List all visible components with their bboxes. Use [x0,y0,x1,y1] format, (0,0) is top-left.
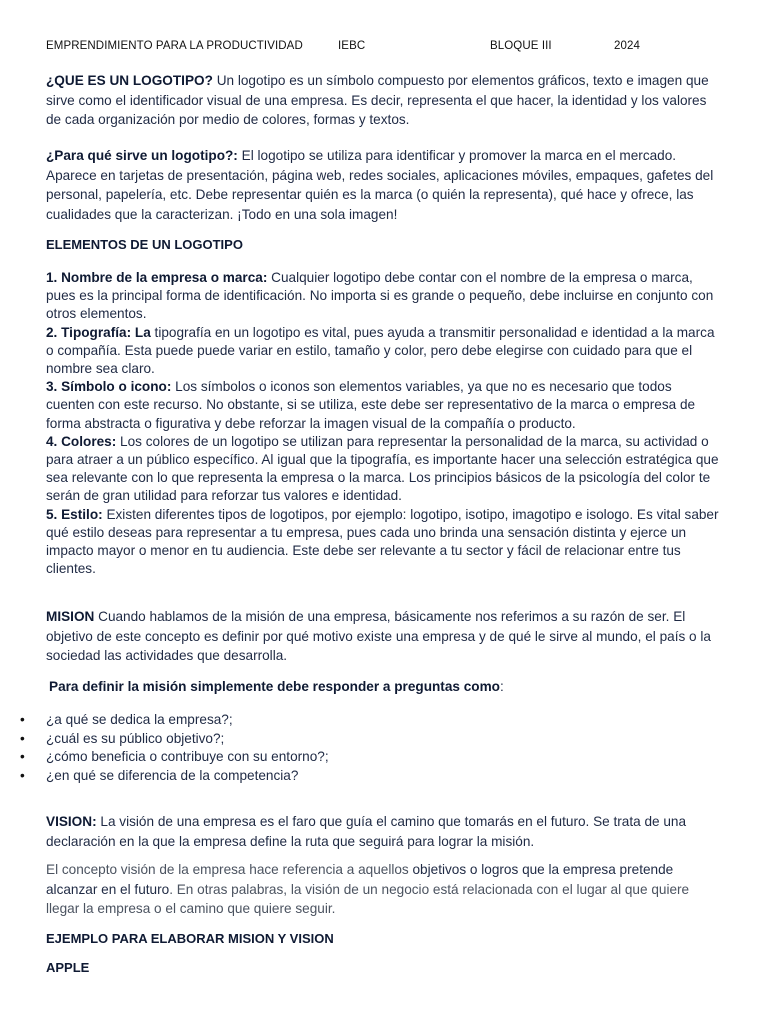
vision-concept-text: . En otras palabras, la visión de un negocio está relacionada con el lugar al que quiere llegar la empresa o el camino que quiere seguir. [46,881,690,916]
element-label: 3. Símbolo o icono: [46,379,172,395]
element-item [46,324,722,379]
element-label: 2. Tipografía: [46,324,132,340]
bullet-icon: • [20,712,25,727]
vision-heading: VISION: [46,814,97,829]
bullet-icon: • [20,749,25,765]
element-item [46,506,722,579]
question-text: ¿cómo beneficia o contribuye con su entorno?; [46,749,329,765]
element-label-extra: La [134,324,151,340]
page-header [46,40,726,56]
logo-purpose-text: El logotipo se utiliza para identificar y promover la marca en el mercado. Aparece en tarjetas de presentación, página web, redes sociales, aplicaciones móviles, empaques, gafetes del personal, papelería, etc. Debe representar quién es la marca (o quién la representa), qué hace y ofrece, las cualidades que la caracterizan. ¡Todo en una sola imagen! [46,148,714,222]
bullet-icon: • [20,767,25,783]
element-text: logotipo, isotipo, imagotipo e isologo. Es vital saber qué estilo deseas para representar a tu empresa, pues cada uno brinda una sensación distinta y ejerce un impacto mayor o menor en tu audiencia. Este debe ser relevante a tu sector y fácil de relacionar entre tus clientes. [46,506,719,577]
elements-heading: ELEMENTOS DE UN LOGOTIPO [46,237,243,252]
example-company: APPLE [46,960,90,975]
mision-paragraph [46,607,722,666]
element-text: Los colores de un logotipo se utilizan para representar la personalidad de la marca, su actividad o para atraer a un público específico. Al igual que la tipografía, es importante hacer una selección estratégica que sea relevante con lo que representa la empresa o la marca. Los principios básicos de la psicología del color [46,433,719,486]
mision-text: El objetivo de este concepto es definir por qué motivo existe una empresa y de qué le sirve al mundo, el país o la sociedad las actividades que desarrolla. [46,609,711,663]
logo-definition-text: Un logotipo es un símbolo compuesto por elementos gráficos, texto e imagen que sirve como el identificador visual de una empresa. Es decir, representa el que hacer, la identidad y los valores de cada organización por medio de colores, formas y textos. [46,73,709,127]
vision-concept-paragraph [46,860,722,919]
question-text: ¿a qué se dedica la empresa?; [46,712,233,727]
element-text-continued: te serán de gran utilidad para reforzar tus valores e identidad. [46,470,711,504]
element-text: tipografía en un logotipo es vital, pues ayuda a transmitir personalidad e identidad a la marca o compañía. Esta puede puede variar en estilo, tamaño y color, pero debe elegirse con cuidado para que el nombre sea claro. [46,324,715,377]
list-item [0,748,329,767]
element-item [46,269,722,324]
list-item [0,730,329,749]
mision-heading: MISION [46,609,95,624]
element-text: diferentes tipos de logotipos, por ejemplo: [154,506,407,522]
header-year: 2024 [614,40,640,52]
bullet-icon: • [20,730,25,746]
header-block: BLOQUE III [490,40,552,52]
header-school: IEBC [338,40,366,52]
element-item [46,378,722,433]
element-label: 4. Colores: [46,433,117,449]
element-text: Los símbolos o iconos son elementos variables, ya que no es necesario que todos cuenten con este recurso. No obstante, si se utiliza, este debe ser representativo de la marca o empresa de forma abstracta o figurativa y debe reforzar la imagen visual de la compañía o producto. [46,379,696,431]
mision-prompt [49,677,725,697]
mision-text: Cuando hablamos de la misión de una empresa, [98,609,391,624]
header-subject: EMPRENDIMIENTO PARA LA PRODUCTIVIDAD [46,40,303,52]
example-heading: EJEMPLO PARA ELABORAR MISION Y VISION [46,931,334,946]
element-label: 5. Estilo: [46,506,103,522]
vision-paragraph [46,812,722,851]
logo-purpose-paragraph [46,146,722,224]
logo-purpose-heading: ¿Para qué sirve un logotipo?: [46,148,238,163]
vision-concept-emphasis: objetivos o logros que la empresa pretende alcanzar en el futuro [46,862,674,897]
element-label: 1. Nombre de la empresa o marca: [46,270,268,285]
elements-list [46,269,722,578]
logo-definition-paragraph [46,71,722,130]
question-text: ¿en qué se diferencia de la competencia? [46,767,299,783]
element-item [46,433,722,506]
mision-text-emphasis: básicamente nos referimos a su razón de ser. [394,609,670,624]
question-text: ¿cuál es su público objetivo?; [46,730,225,746]
list-item [0,767,329,786]
mision-questions-list [0,711,329,785]
mision-prompt-colon: : [499,679,504,694]
logo-definition-heading: ¿QUE ES UN LOGOTIPO? [46,73,213,88]
element-text: Existen [106,506,152,522]
element-text: Cualquier logotipo debe contar con el nombre de la empresa o marca, pues es la principal forma de identificación. No importa si es grande o pequeño, debe incluirse en conjunto con otros elementos. [46,270,714,322]
mision-prompt-text: Para definir la misión simplemente debe responder a preguntas como [49,679,500,694]
list-item [0,711,329,730]
vision-text: La visión de una empresa es el faro que guía el camino que tomarás en el futuro. Se trata de una declaración en la que la empresa define la ruta que seguirá para lograr la misión. [46,814,687,849]
vision-concept-text: El concepto visión de la empresa hace referencia a aquellos [46,862,409,877]
